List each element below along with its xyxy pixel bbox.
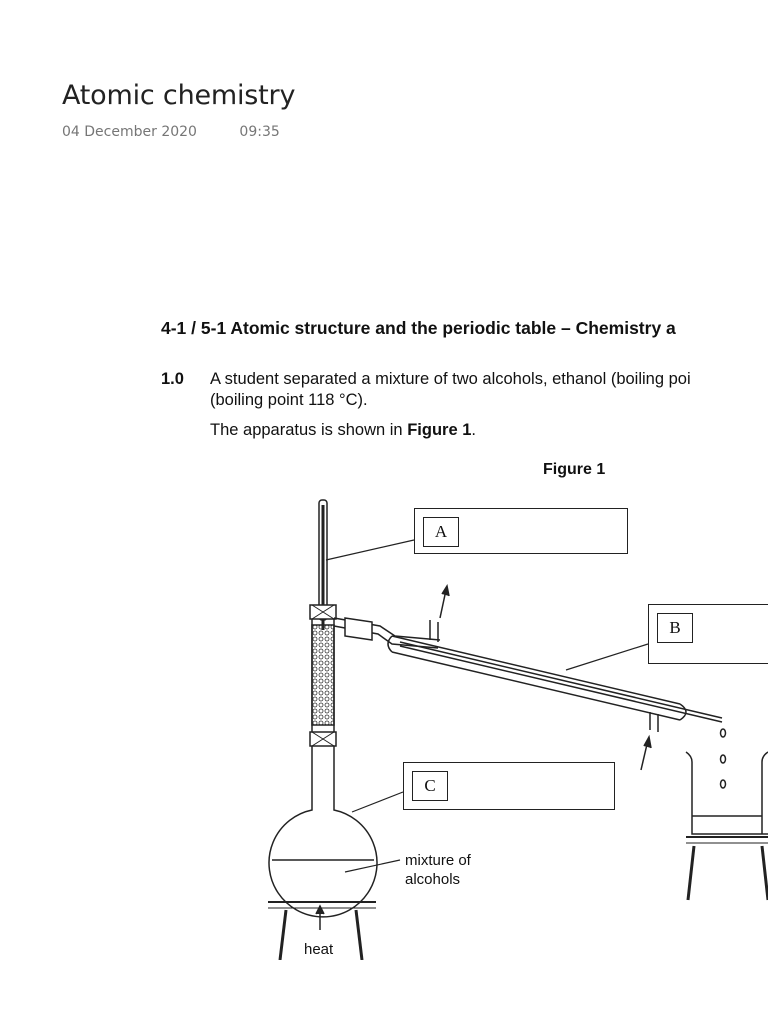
figure-title: Figure 1 [543, 461, 606, 478]
question-line-1: A student separated a mixture of two alcohols, ethanol (boiling poi [210, 370, 691, 388]
apparatus-suffix: . [471, 421, 476, 439]
beaker [686, 752, 768, 834]
label-box-c [403, 762, 615, 810]
note-date: 04 December 2020 [62, 124, 197, 140]
apparatus-prefix: The apparatus is shown in [210, 421, 408, 439]
note-meta [62, 124, 280, 140]
mixture-label-line-2: alcohols [405, 871, 461, 888]
label-b: B [657, 613, 693, 643]
note-time: 09:35 [239, 124, 280, 140]
question-number: 1.0 [161, 370, 184, 388]
distillate-drops [721, 729, 726, 788]
label-c: C [412, 771, 448, 801]
label-box-b [648, 604, 768, 664]
label-leader-lines [326, 540, 648, 872]
apparatus-figure-ref: Figure 1 [407, 421, 472, 439]
note-title: Atomic chemistry [62, 80, 296, 111]
pasted-document-image [0, 300, 768, 960]
label-box-a [414, 508, 628, 554]
mixture-label [405, 851, 471, 889]
question-line-2: (boiling point 118 °C). [210, 391, 368, 409]
mixture-label-line-1: mixture of [405, 852, 471, 869]
tripod-stand-right [686, 837, 768, 900]
round-bottom-flask [269, 746, 377, 917]
fractionating-column [310, 605, 336, 746]
document-heading: 4-1 / 5-1 Atomic structure and the periodic table – Chemistry a [161, 318, 676, 338]
heat-label: heat [304, 941, 334, 958]
label-a: A [423, 517, 459, 547]
